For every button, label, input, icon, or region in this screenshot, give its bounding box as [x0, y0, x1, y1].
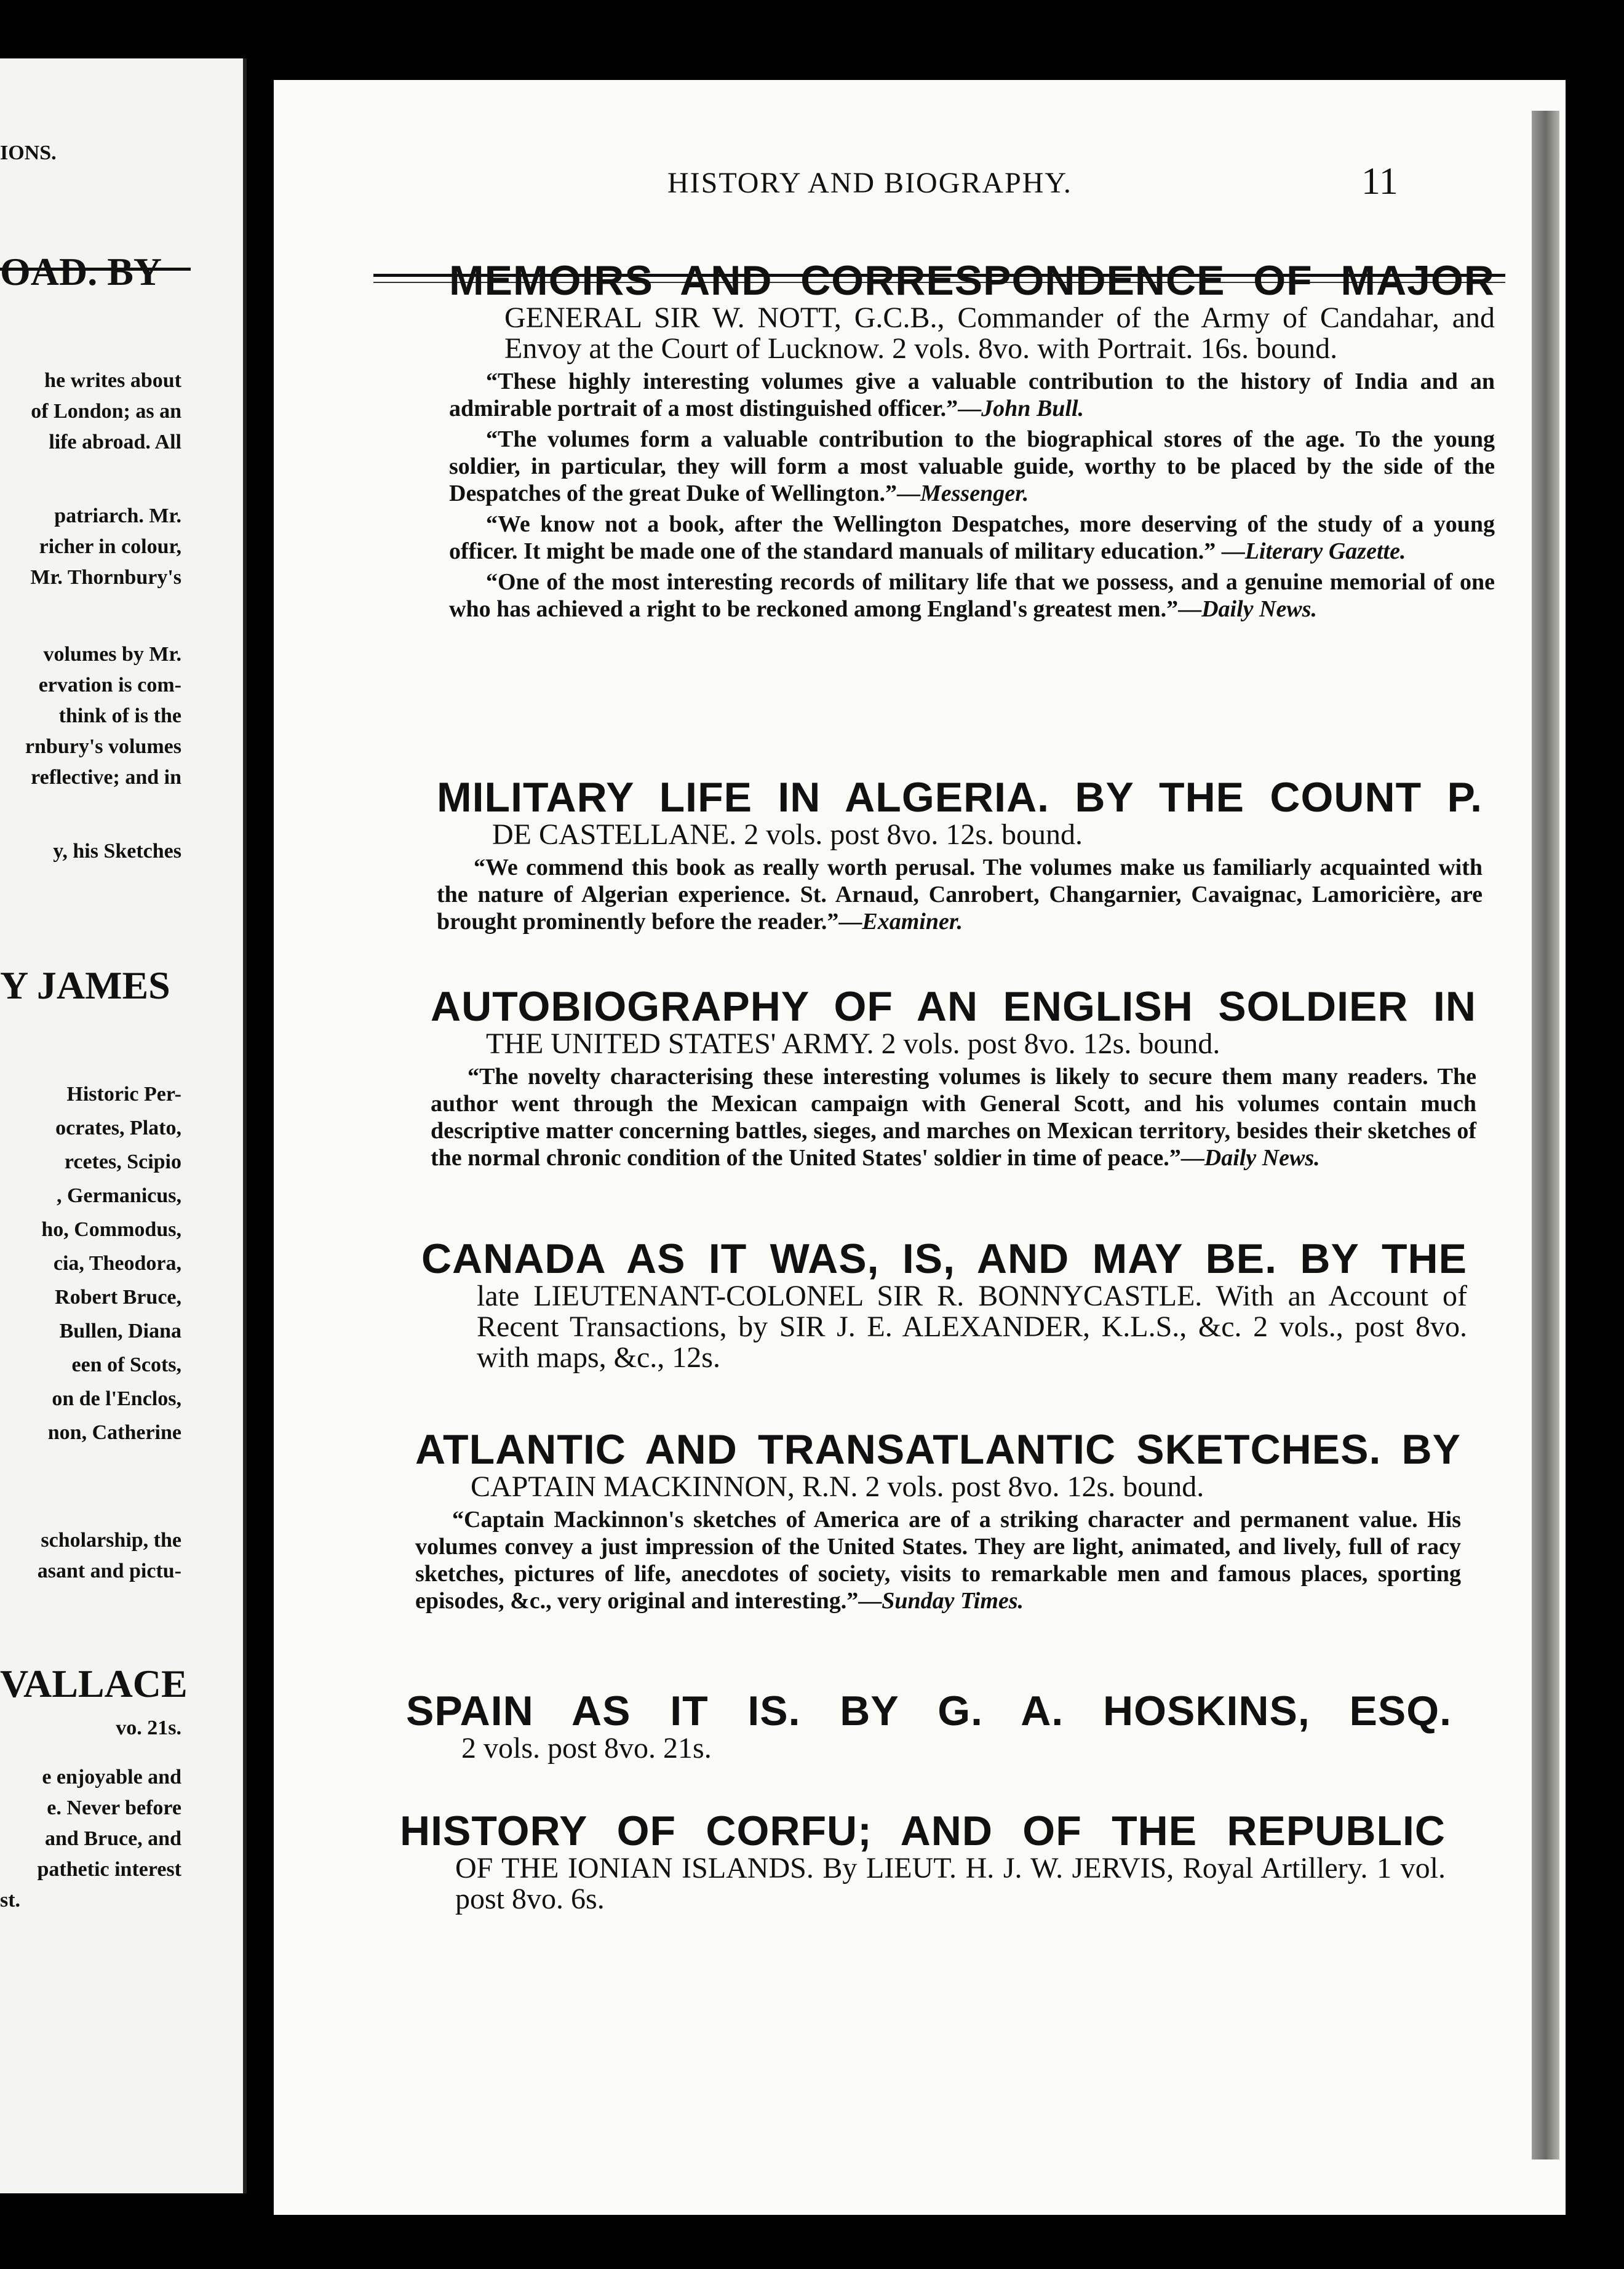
review-quote [437, 854, 1483, 935]
scan-border [1566, 80, 1624, 2215]
left-page-line: asant and pictu- [37, 1560, 181, 1582]
left-page-line: IONS. [0, 142, 57, 164]
entry-title: ATLANTIC AND TRANSATLANTIC SKETCHES. BY [415, 1426, 1461, 1473]
left-page-line: ervation is com- [38, 674, 181, 696]
review-quote [449, 368, 1495, 422]
review-source: Examiner. [862, 909, 963, 935]
left-page-line: think of is the [58, 704, 181, 727]
review-source: Messenger. [920, 481, 1029, 506]
left-page-line: rcetes, Scipio [64, 1150, 181, 1173]
review-source: Literary Gazette. [1244, 538, 1406, 564]
review-text: “Captain Mackinnon's sketches of America are of a striking character and permanent value. His volumes convey a just impression of the United States. They are light, animated, and lively, full of racy sketches, pictures of life, anecdotes of society, visits to remarkable men and famous places, sporting episodes, &c., very original and interesting.”— [415, 1507, 1461, 1614]
left-page-line: volumes by Mr. [43, 643, 181, 666]
entry-title: SPAIN AS IT IS. BY G. A. HOSKINS, ESQ. [406, 1688, 1452, 1734]
left-page-line: he writes about [44, 369, 181, 392]
left-page-line: scholarship, the [41, 1529, 181, 1552]
entry-details: OF THE IONIAN ISLANDS. By LIEUT. H. J. W. JERVIS, Royal Artillery. 1 vol. post 8vo. 6s. [455, 1852, 1446, 1915]
left-page-line: VALLACE [0, 1662, 188, 1705]
review-source: John Bull. [981, 396, 1085, 421]
entry-details: GENERAL SIR W. NOTT, G.C.B., Commander of the Army of Candahar, and Envoy at the Court of Lucknow. 2 vols. 8vo. with Portrait. 16s. bound. [504, 301, 1495, 365]
left-page-line: ho, Commodus, [41, 1218, 181, 1241]
left-page-line: patriarch. Mr. [54, 504, 181, 527]
left-page-line: e enjoyable and [42, 1766, 181, 1788]
left-page-line: pathetic interest [37, 1858, 181, 1881]
entry-details: CAPTAIN MACKINNON, R.N. 2 vols. post 8vo. 12s. bound. [471, 1470, 1204, 1503]
review-text: “The volumes form a valuable contribution to the biographical stores of the age. To the young soldier, in particular, they will form a most valuable guide, worthy to be placed by the side of the Despatches of the great Duke of Wellington.”— [449, 426, 1495, 506]
left-page-line: vo. 21s. [116, 1717, 181, 1739]
review-quote [415, 1506, 1461, 1614]
review-text: “These highly interesting volumes give a valuable contribution to the history of India and an admirable portrait of a most distinguished officer.”— [449, 369, 1495, 421]
review-quote [449, 568, 1495, 623]
page-number: 11 [1361, 161, 1398, 202]
left-page-line: ocrates, Plato, [55, 1117, 181, 1139]
left-page-line: rnbury's volumes [25, 735, 181, 758]
book-entry [400, 1809, 1446, 1915]
left-page-line: Robert Bruce, [55, 1286, 181, 1309]
review-source: Sunday Times. [882, 1588, 1024, 1614]
review-source: Daily News. [1201, 596, 1317, 622]
entry-details: late LIEUTENANT-COLONEL SIR R. BONNYCASTLE. With an Account of Recent Transactions, by SIR J. E. ALEXANDER, K.L.S., &c. 2 vols., post 8vo. with maps, &c., 12s. [477, 1280, 1467, 1374]
entry-details: 2 vols. post 8vo. 21s. [461, 1732, 712, 1765]
review-source: Daily News. [1204, 1145, 1320, 1171]
left-page-line: of London; as an [31, 400, 181, 423]
left-page-line: st. [0, 1889, 21, 1912]
left-page-line: and Bruce, and [45, 1827, 181, 1850]
left-page-line: Bullen, Diana [59, 1320, 181, 1342]
left-page-line: Historic Per- [66, 1083, 181, 1106]
book-entry [415, 1427, 1461, 1614]
book-gutter-edge [1532, 111, 1559, 2159]
left-page-line: OAD. BY [0, 250, 162, 293]
review-text: “The novelty characterising these interesting volumes is likely to secure them many readers. The author went through the Mexican campaign with General Scott, and his volumes contain much descriptive matter concerning battles, sieges, and marches on Mexican territory, besides their sketches of the normal chronic condition of the United States' soldier in time of peace.”— [431, 1064, 1476, 1171]
entry-details: THE UNITED STATES' ARMY. 2 vols. post 8vo. 12s. bound. [486, 1027, 1220, 1060]
book-entry [406, 1689, 1452, 1764]
left-page-line: richer in colour, [39, 535, 181, 558]
review-text: “One of the most interesting records of military life that we possess, and a genuine memorial of one who has achieved a right to be reckoned among England's greatest men.”— [449, 569, 1495, 622]
left-page-line: e. Never before [47, 1796, 181, 1819]
book-entry [431, 984, 1476, 1171]
review-text: “We know not a book, after the Wellington Despatches, more deserving of the study of a young officer. It might be made one of the standard manuals of military education.” — [449, 511, 1495, 564]
left-page-line: Y JAMES [0, 963, 170, 1007]
review-quote [449, 511, 1495, 565]
entry-title: MILITARY LIFE IN ALGERIA. BY THE COUNT P. [437, 774, 1483, 821]
entry-details: DE CASTELLANE. 2 vols. post 8vo. 12s. bound. [492, 818, 1083, 851]
review-quote [431, 1063, 1476, 1171]
book-entry [437, 775, 1483, 935]
entry-title: AUTOBIOGRAPHY OF AN ENGLISH SOLDIER IN [431, 983, 1476, 1030]
book-entry [449, 258, 1495, 623]
right-page [274, 80, 1569, 2215]
left-page-line: reflective; and in [31, 766, 181, 789]
review-text: “We commend this book as really worth perusal. The volumes make us familiarly acquainted with the nature of Algerian experience. St. Arnaud, Canrobert, Changarnier, Cavaignac, Lamoricière, are brought prominently before the reader.”— [437, 855, 1483, 935]
running-title: HISTORY AND BIOGRAPHY. [667, 167, 1072, 199]
left-page-line: non, Catherine [47, 1421, 181, 1444]
entry-title: MEMOIRS AND CORRESPONDENCE OF MAJOR [449, 257, 1495, 304]
review-quote [449, 426, 1495, 507]
left-page-line: een of Scots, [71, 1354, 181, 1376]
left-page [0, 58, 247, 2193]
left-page-line: on de l'Enclos, [52, 1387, 181, 1410]
left-page-line: life abroad. All [49, 431, 181, 453]
left-page-line: , Germanicus, [56, 1184, 181, 1207]
book-entry [421, 1237, 1467, 1373]
entry-title: CANADA AS IT WAS, IS, AND MAY BE. BY THE [421, 1235, 1467, 1282]
left-page-line: y, his Sketches [53, 840, 181, 863]
entry-title: HISTORY OF CORFU; AND OF THE REPUBLIC [400, 1808, 1446, 1854]
left-page-line: cia, Theodora, [53, 1252, 181, 1275]
left-page-line: Mr. Thornbury's [30, 566, 181, 589]
